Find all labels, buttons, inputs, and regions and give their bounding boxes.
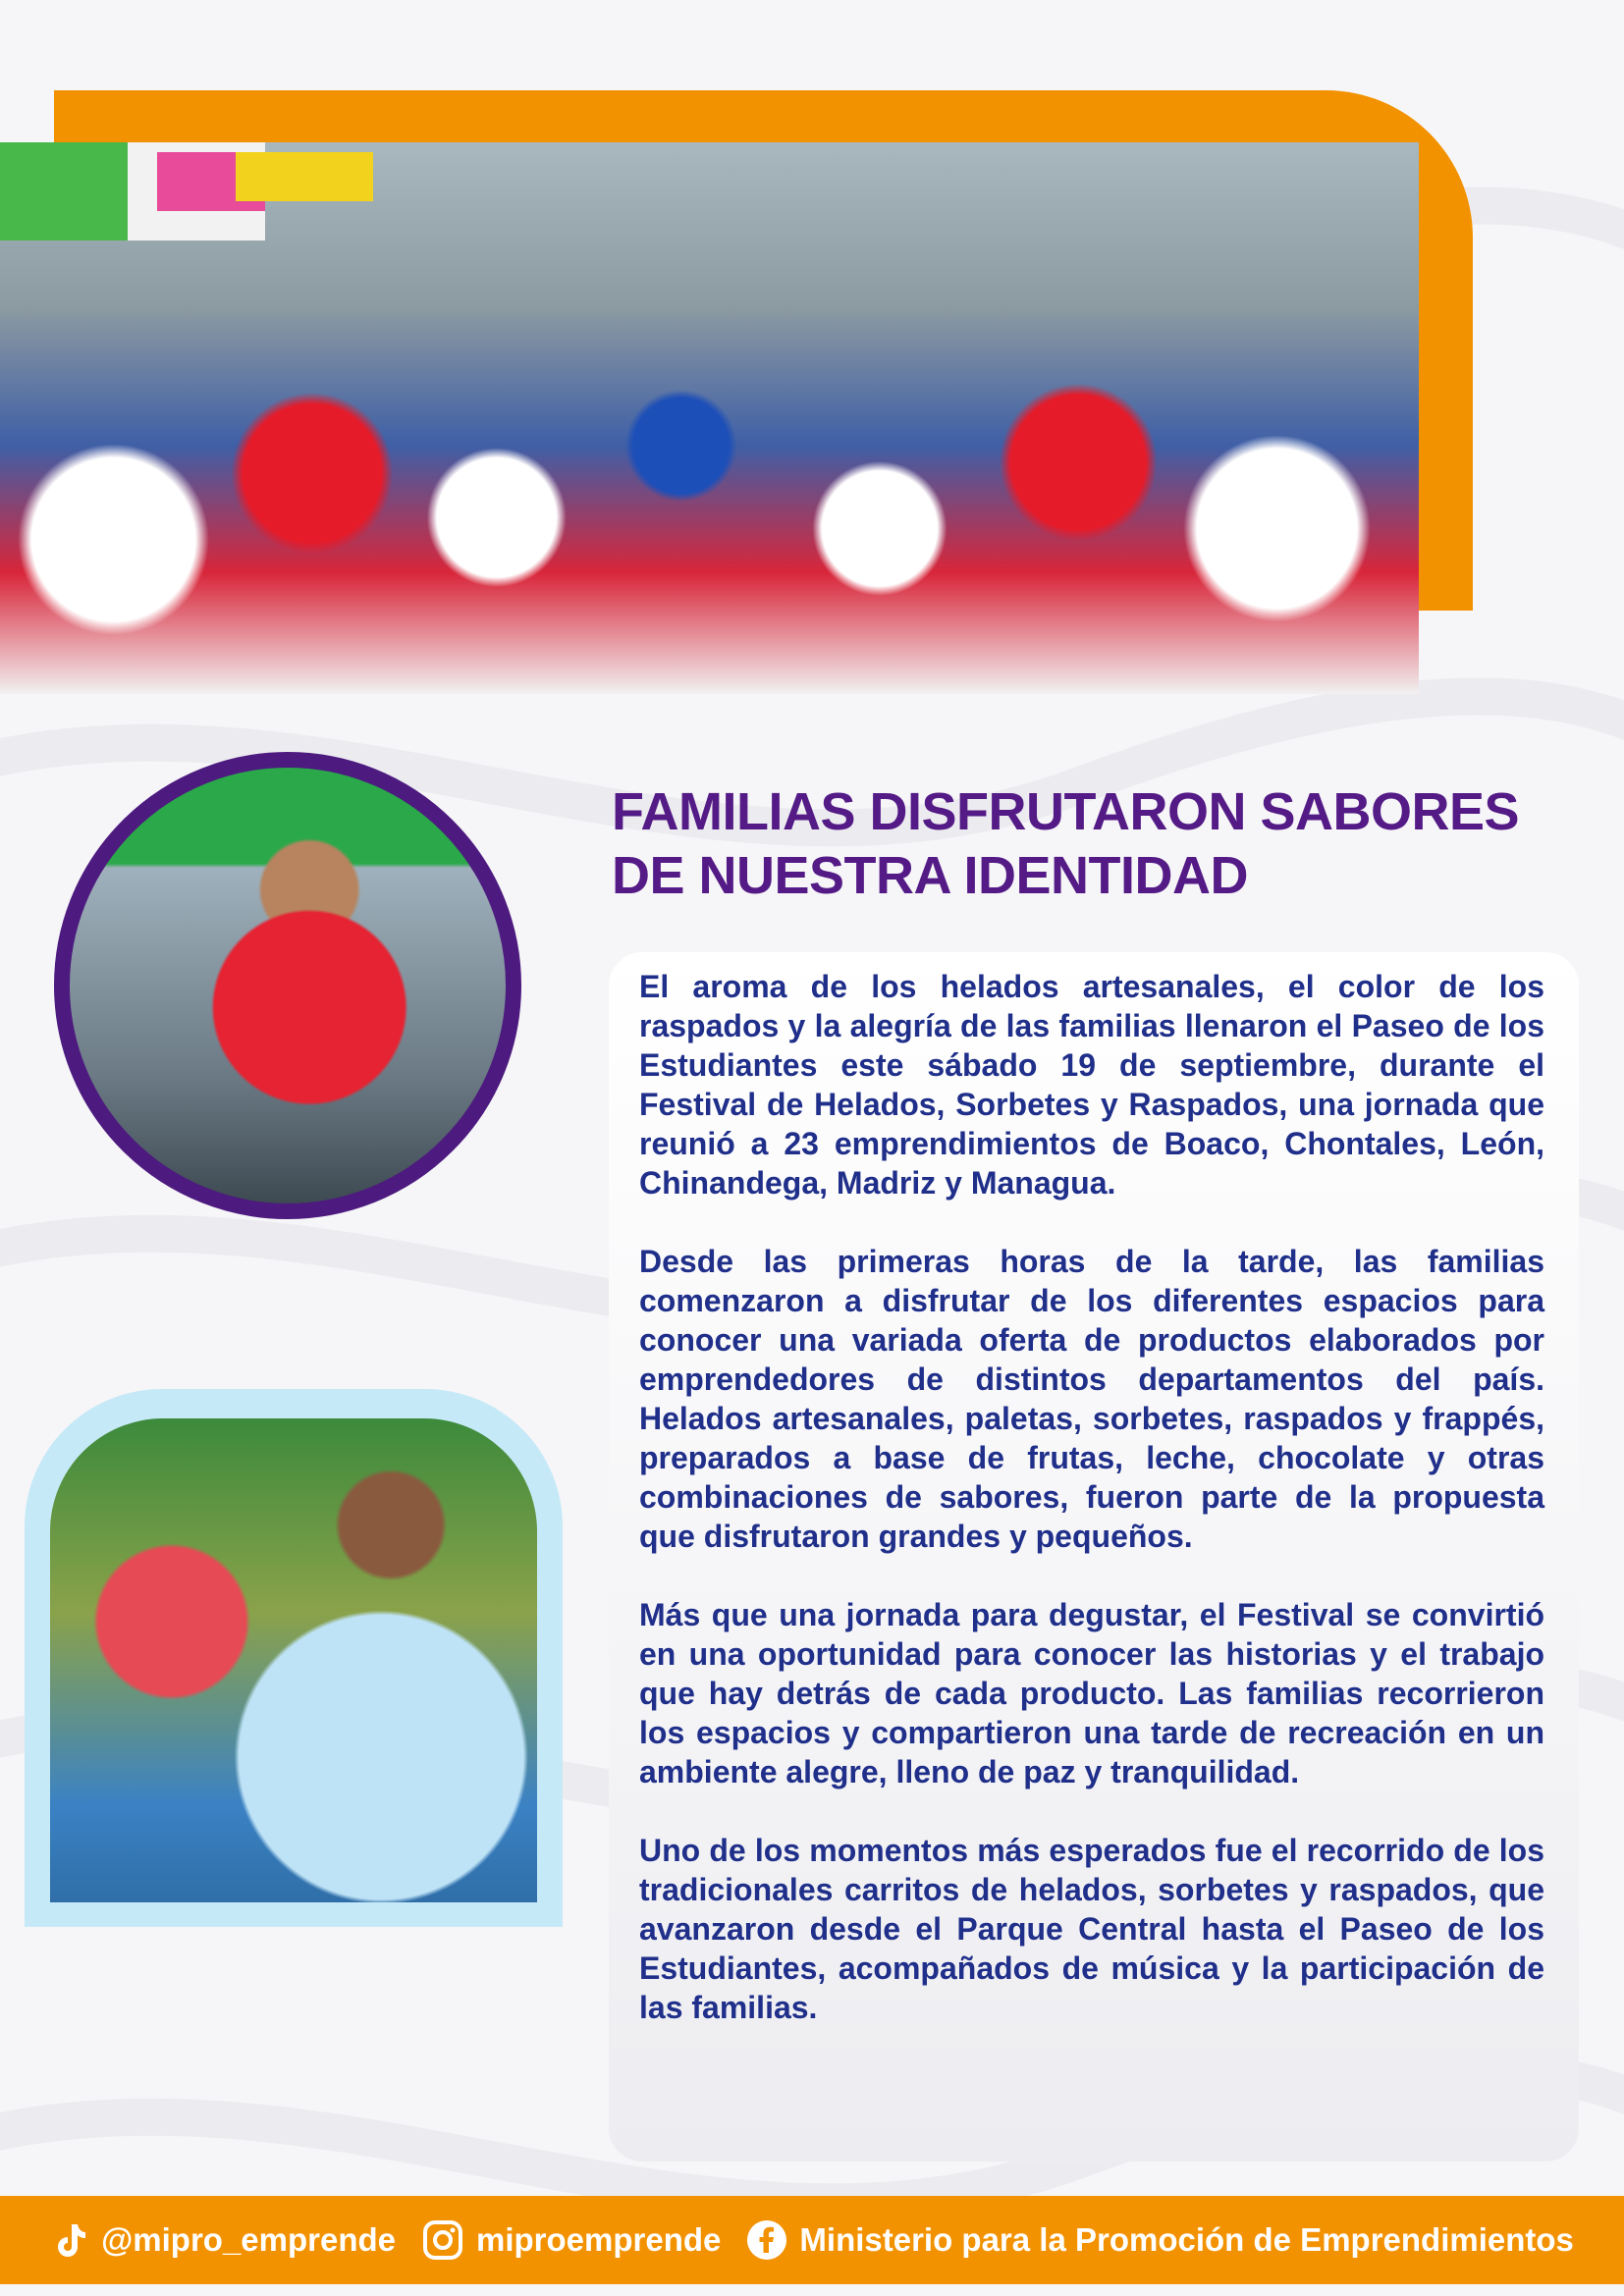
instagram-icon <box>421 2218 464 2262</box>
hero-photo-awning-yellow <box>236 152 373 201</box>
facebook-icon <box>746 2219 787 2261</box>
article-body <box>639 967 1544 2066</box>
article-headline: FAMILIAS DISFRUTARON SABORES DE NUESTRA IDENTIDAD <box>612 782 1520 905</box>
article-paragraph-3: Más que una jornada para degustar, el Festival se convirtió en una oportunidad para conocer las historias y el trabajo que hay detrás de cada producto. Las familias recorrieron los espacios y compartieron una tarde de recreación en un ambiente alegre, lleno de paz y tranquilidad. <box>639 1597 1544 1789</box>
tiktok-icon <box>50 2220 89 2260</box>
article-paragraph-4: Uno de los momentos más esperados fue el recorrido de los tradicionales carritos de helados, sorbetes y raspados, que avanzaron desde el Parque Central hasta el Paseo de los Estudiantes, acompañados de música y la participación de las familias. <box>639 1833 1544 2025</box>
footer-instagram[interactable] <box>421 2218 721 2262</box>
social-footer <box>0 2196 1624 2284</box>
facebook-name: Ministerio para la Promoción de Emprendimientos <box>799 2221 1574 2258</box>
tiktok-handle: @mipro_emprende <box>101 2221 397 2258</box>
vendor-arch-photo <box>50 1418 537 1902</box>
footer-facebook[interactable] <box>746 2219 1574 2261</box>
article-paragraph-1: El aroma de los helados artesanales, el color de los raspados y la alegría de las familias llenaron el Paseo de los Estudiantes este sábado 19 de septiembre, durante el Festival de Helados, Sorbetes y Raspados, una jornada que reunió a 23 emprendimientos de Boaco, Chontales, León, Chinandega, Madriz y Managua. <box>639 969 1544 1201</box>
instagram-handle: miproemprende <box>476 2221 722 2258</box>
hero-festival-photo <box>0 142 1419 694</box>
footer-tiktok[interactable] <box>50 2220 396 2260</box>
vendor-circle-photo <box>54 752 521 1219</box>
hero-photo-awning-green <box>0 142 128 240</box>
arch-photo-frame <box>25 1389 563 1927</box>
article-paragraph-2: Desde las primeras horas de la tarde, las familias comenzaron a disfrutar de los diferentes espacios para conocer una variada oferta de productos elaborados por emprendedores de distintos departamentos del país. Helados artesanales, paletas, sorbetes, raspados y frappés, preparados a base de frutas, leche, chocolate y otras combinaciones de sabores, fueron parte de la propuesta que disfrutaron grandes y pequeños. <box>639 1244 1544 1554</box>
